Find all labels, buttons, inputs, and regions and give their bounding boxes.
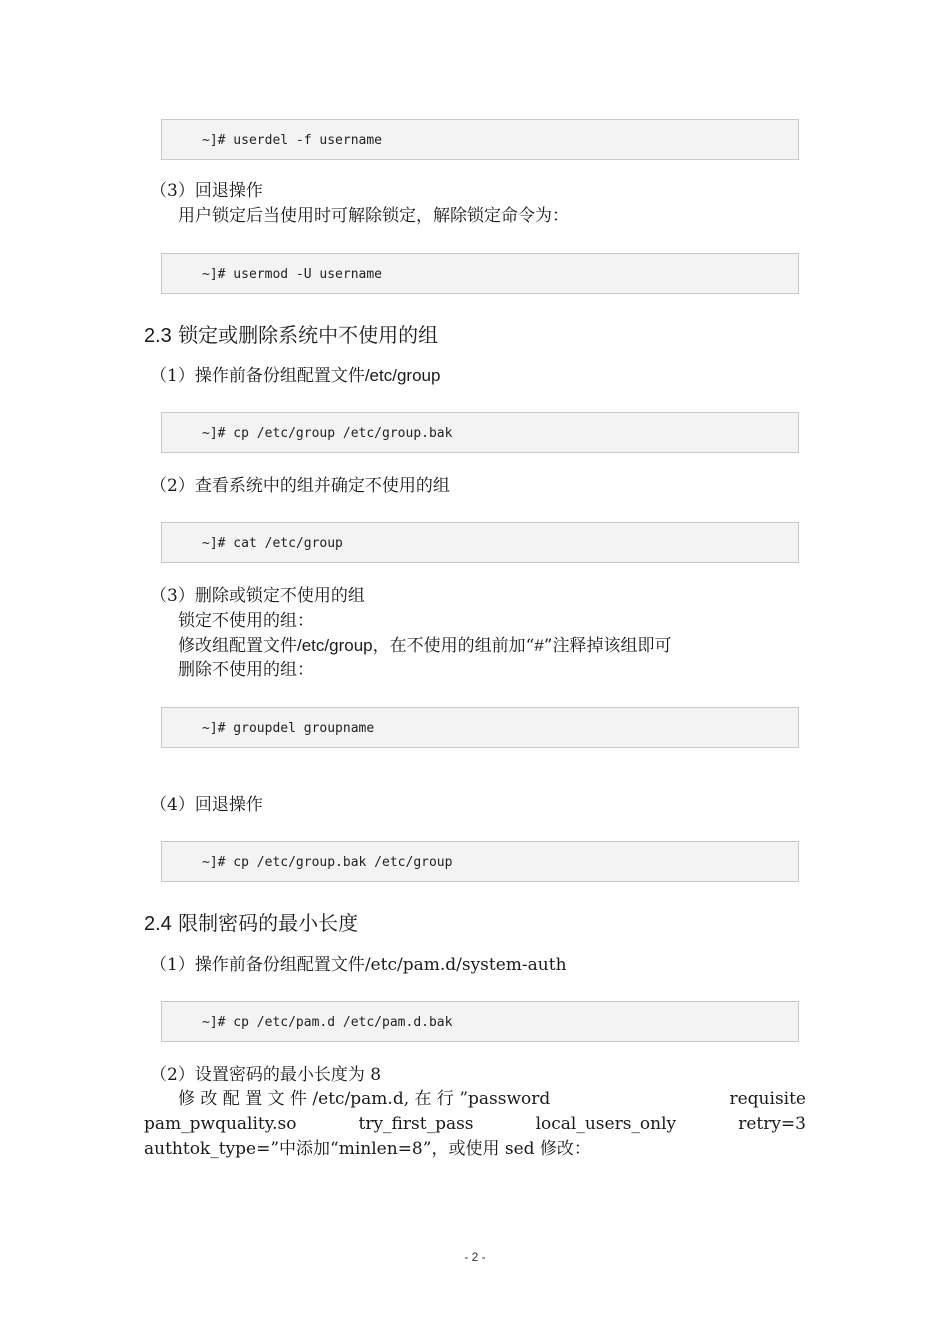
file-path: /etc/group [297,636,373,655]
code-block-cp-group: ~]# cp /etc/group /etc/group.bak [161,412,799,453]
para-token: retry=3 [738,1114,806,1134]
file-path: /etc/group [364,366,441,385]
step-set-minlen: （2）设置密码的最小长度为 8 [150,1065,382,1085]
para-token: pam_pwquality.so [144,1114,297,1134]
para-text: requisite [729,1089,806,1109]
step-rollback: （3）回退操作 [150,181,263,201]
para-token: local_users_only [535,1114,677,1134]
code-block-userdel: ~]# userdel -f username [161,119,799,160]
para-line-2 [144,1112,806,1137]
code-block-groupdel: ~]# groupdel groupname [161,707,799,748]
section-heading-2-3 [144,322,438,349]
code-block-restore-group: ~]# cp /etc/group.bak /etc/group [161,841,799,882]
para-line-3: authtok_type=”中添加“minlen=8”，或使用 sed 修改： [144,1139,591,1159]
hash-symbol: # [534,636,544,655]
code-block-usermod: ~]# usermod -U username [161,253,799,294]
para-line-1 [144,1087,806,1112]
minlen-paragraph [144,1087,806,1162]
para-text: 修 改 配 置 文 件 /etc/pam.d, 在 行 ”password [178,1089,551,1109]
section-title: 限制密码的最小长度 [178,911,359,935]
delete-unused-label: 删除不使用的组： [178,660,314,680]
file-path: /etc/pam.d/system-auth [364,955,567,975]
step-rollback-group: （4）回退操作 [150,795,263,815]
text: ，在不使用的组前加“ [372,636,535,656]
section-number: 2.3 [144,325,172,347]
step-view-groups: （2）查看系统中的组并确定不使用的组 [150,476,450,496]
page-number: - 2 - [464,1250,486,1264]
section-title: 锁定或删除系统中不使用的组 [178,323,439,347]
para-token: try_first_pass [358,1114,474,1134]
lock-unused-label: 锁定不使用的组： [178,611,314,631]
text: ”注释掉该组即可 [543,636,672,656]
section-number: 2.4 [144,913,172,935]
code-block-cat-group: ~]# cat /etc/group [161,522,799,563]
section-heading-2-4 [144,910,358,937]
code-block-cp-pam: ~]# cp /etc/pam.d /etc/pam.d.bak [161,1001,799,1042]
step-text: （1）操作前备份组配置文件 [150,955,365,975]
unlock-description: 用户锁定后当使用时可解除锁定，解除锁定命令为： [178,206,569,226]
step-text: （1）操作前备份组配置文件 [150,366,365,386]
step-delete-or-lock: （3）删除或锁定不使用的组 [150,586,365,606]
step-backup-pam [150,954,567,976]
step-backup-group [150,365,440,387]
modify-instruction [178,635,671,657]
text: 修改组配置文件 [178,636,297,656]
